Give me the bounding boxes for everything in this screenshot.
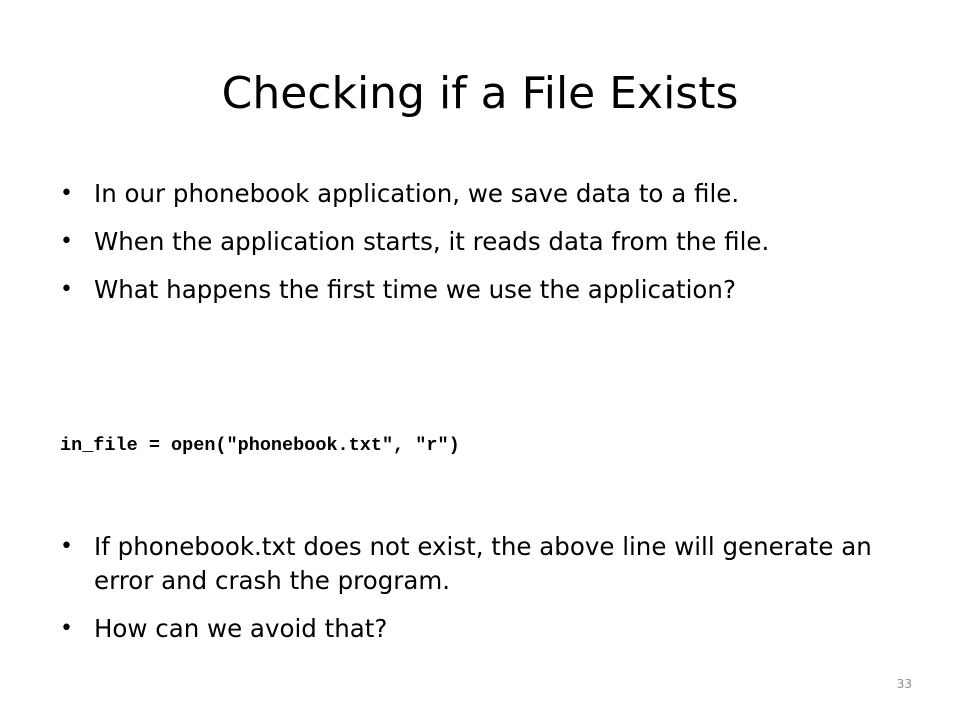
bullet-list-top bbox=[60, 177, 900, 321]
bullet-icon: • bbox=[60, 181, 73, 206]
bullet-text: When the application starts, it reads data from the file. bbox=[94, 227, 770, 256]
bullet-item bbox=[60, 177, 900, 211]
bullet-text: What happens the first time we use the application? bbox=[94, 275, 736, 304]
bullet-item bbox=[60, 225, 900, 259]
bullet-text: In our phonebook application, we save data to a file. bbox=[94, 179, 740, 208]
bullet-item bbox=[60, 273, 900, 307]
page-number: 33 bbox=[896, 677, 912, 691]
slide-title: Checking if a File Exists bbox=[221, 68, 739, 119]
bullet-text: If phonebook.txt does not exist, the above line will generate an error and crash the program. bbox=[94, 532, 872, 595]
bullet-icon: • bbox=[60, 229, 73, 254]
bullet-item bbox=[60, 530, 900, 598]
bullet-icon: • bbox=[60, 277, 73, 302]
bullet-icon: • bbox=[60, 616, 73, 641]
bullet-icon: • bbox=[60, 534, 73, 559]
bullet-list-bottom bbox=[60, 530, 900, 660]
code-snippet: in_file = open("phonebook.txt", "r") bbox=[60, 435, 460, 456]
bullet-item bbox=[60, 612, 900, 646]
bullet-text: How can we avoid that? bbox=[94, 614, 388, 643]
